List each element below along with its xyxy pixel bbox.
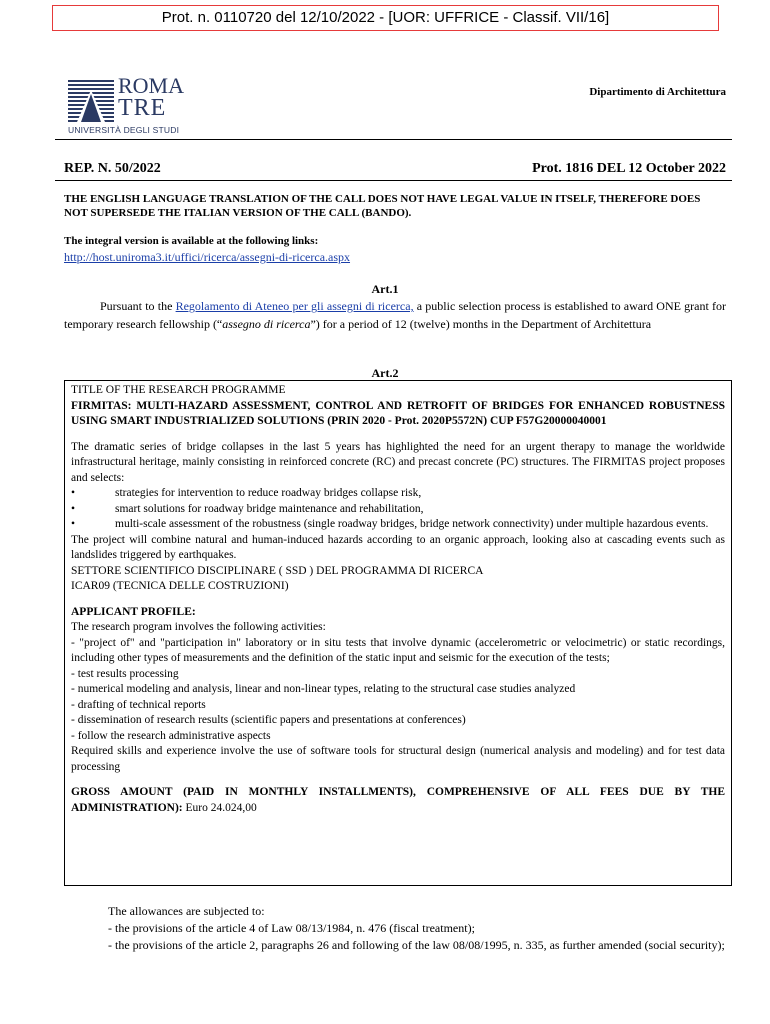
- profile-label: APPLICANT PROFILE:: [71, 605, 196, 618]
- logo-line-university: UNIVERSITÀ DEGLI STUDI: [68, 125, 180, 135]
- logo-line-tre: TRE: [118, 95, 167, 121]
- list-item: • multi-scale assessment of the robustness (single roadway bridges, bridge network connectivity) under multiple hazardous events.: [71, 517, 725, 533]
- list-item: • smart solutions for roadway bridge maintenance and rehabilitation,: [71, 502, 725, 518]
- activity-item: - drafting of technical reports: [71, 698, 206, 711]
- art2-title: Art.2: [371, 366, 399, 380]
- programme-combine: The project will combine natural and human-induced hazards according to an organic approach, looking also at cascading events such as landslides triggered by earthquakes.: [71, 533, 725, 561]
- rep-row: [64, 161, 726, 177]
- legal-disclaimer: THE ENGLISH LANGUAGE TRANSLATION OF THE CALL DOES NOT HAVE LEGAL VALUE IN ITSELF, THEREFORE DOES NOT SUPERSEDE THE ITALIAN VERSION OF THE CALL (BANDO).: [64, 193, 701, 219]
- art1-text-pre: Pursuant to the: [100, 299, 176, 313]
- programme-intro: The dramatic series of bridge collapses in the last 5 years has highlighted the need for an urgent therapy to manage the worldwide infrastructural heritage, mainly consisting in reinforced concrete (RC) and precast concrete (PC) structures. The FIRMITAS project proposes and selects:: [71, 440, 725, 484]
- activity-item: - "project of" and "participation in" laboratory or in situ tests that involve dynamic (accelerometric or velocimetric) or static recordings, including other types of measurements and the definition of the static input and seismic for the execution of the tests;: [71, 636, 725, 664]
- university-logo: [66, 75, 186, 137]
- list-item: • strategies for intervention to reduce roadway bridges collapse risk,: [71, 486, 725, 502]
- gross-value: Euro 24.024,00: [182, 801, 257, 814]
- gross-label: GROSS AMOUNT (PAID IN MONTHLY INSTALLMENTS), COMPREHENSIVE OF ALL FEES DUE BY THE ADMINISTRATION):: [71, 786, 725, 814]
- integral-version-link[interactable]: http://host.uniroma3.it/uffici/ricerca/assegni-di-ricerca.aspx: [64, 250, 351, 264]
- art1-italic: assegno di ricerca: [222, 317, 311, 331]
- activity-item: - numerical modeling and analysis, linear and non-linear types, relating to the structural case studies analyzed: [71, 683, 576, 695]
- allowances-section: [64, 903, 726, 954]
- roma-tre-tower-icon: [68, 78, 114, 122]
- activity-item: - test results processing: [71, 667, 179, 680]
- art1-title: Art.1: [371, 282, 399, 296]
- allowance-item: - the provisions of the article 2, paragraphs 26 and following of the law 08/08/1995, n. 335, as further amended (social security);: [108, 938, 725, 952]
- profile-intro: The research program involves the following activities:: [71, 621, 326, 633]
- header-divider: [55, 139, 732, 140]
- allowances-intro: The allowances are subjected to:: [108, 904, 265, 918]
- rep-number: REP. N. 50/2022: [64, 161, 161, 176]
- bullet-text: smart solutions for roadway bridge maintenance and rehabilitation,: [115, 502, 424, 515]
- regolamento-link[interactable]: Regolamento di Ateneo per gli assegni di ricerca,: [175, 299, 414, 313]
- art1-body: [64, 297, 726, 333]
- rep-prot: Prot. 1816 DEL 12 October 2022: [532, 161, 726, 176]
- bullet-text: multi-scale assessment of the robustness (single roadway bridges, bridge network connectivity) under multiple hazardous events.: [115, 518, 709, 530]
- bullet-text: strategies for intervention to reduce roadway bridges collapse risk,: [115, 487, 422, 499]
- ssd-label: SETTORE SCIENTIFICO DISCIPLINARE ( SSD ) DEL PROGRAMMA DI RICERCA: [71, 564, 484, 577]
- integral-version-label: The integral version is available at the following links:: [64, 235, 319, 247]
- rep-divider: [55, 180, 732, 181]
- ssd-value: ICAR09 (TECNICA DELLE COSTRUZIONI): [71, 580, 289, 592]
- skills-text: Required skills and experience involve the use of software tools for structural design (numerical analysis and modeling) and for test data processing: [71, 745, 725, 773]
- art2-box: [64, 380, 732, 886]
- art1-text-mid: a public selection process is established to award ONE grant for temporary research fellowship (“: [64, 299, 726, 331]
- programme-label: TITLE OF THE RESEARCH PROGRAMME: [71, 384, 286, 396]
- activity-item: - dissemination of research results (scientific papers and presentations at conferences): [71, 714, 466, 726]
- department-name: Dipartimento di Architettura: [589, 86, 726, 98]
- allowance-item: - the provisions of the article 4 of Law 08/13/1984, n. 476 (fiscal treatment);: [108, 921, 475, 935]
- art1-text-post: ”) for a period of 12 (twelve) months in the Department of Architettura: [310, 317, 652, 331]
- activity-item: - follow the research administrative aspects: [71, 729, 271, 742]
- logo-line-roma: ROMA: [118, 73, 185, 98]
- programme-title: FIRMITAS: MULTI-HAZARD ASSESSMENT, CONTROL AND RETROFIT OF BRIDGES FOR ENHANCED ROBUSTNESS USING SMART INDUSTRIALIZED SOLUTIONS (PRIN 2020 - Prot. 2020P5572N) CUP F57G20000040001: [71, 399, 725, 427]
- gross-amount: [71, 785, 725, 816]
- protocol-stamp: Prot. n. 0110720 del 12/10/2022 - [UOR: UFFRICE - Classif. VII/16]: [52, 5, 719, 31]
